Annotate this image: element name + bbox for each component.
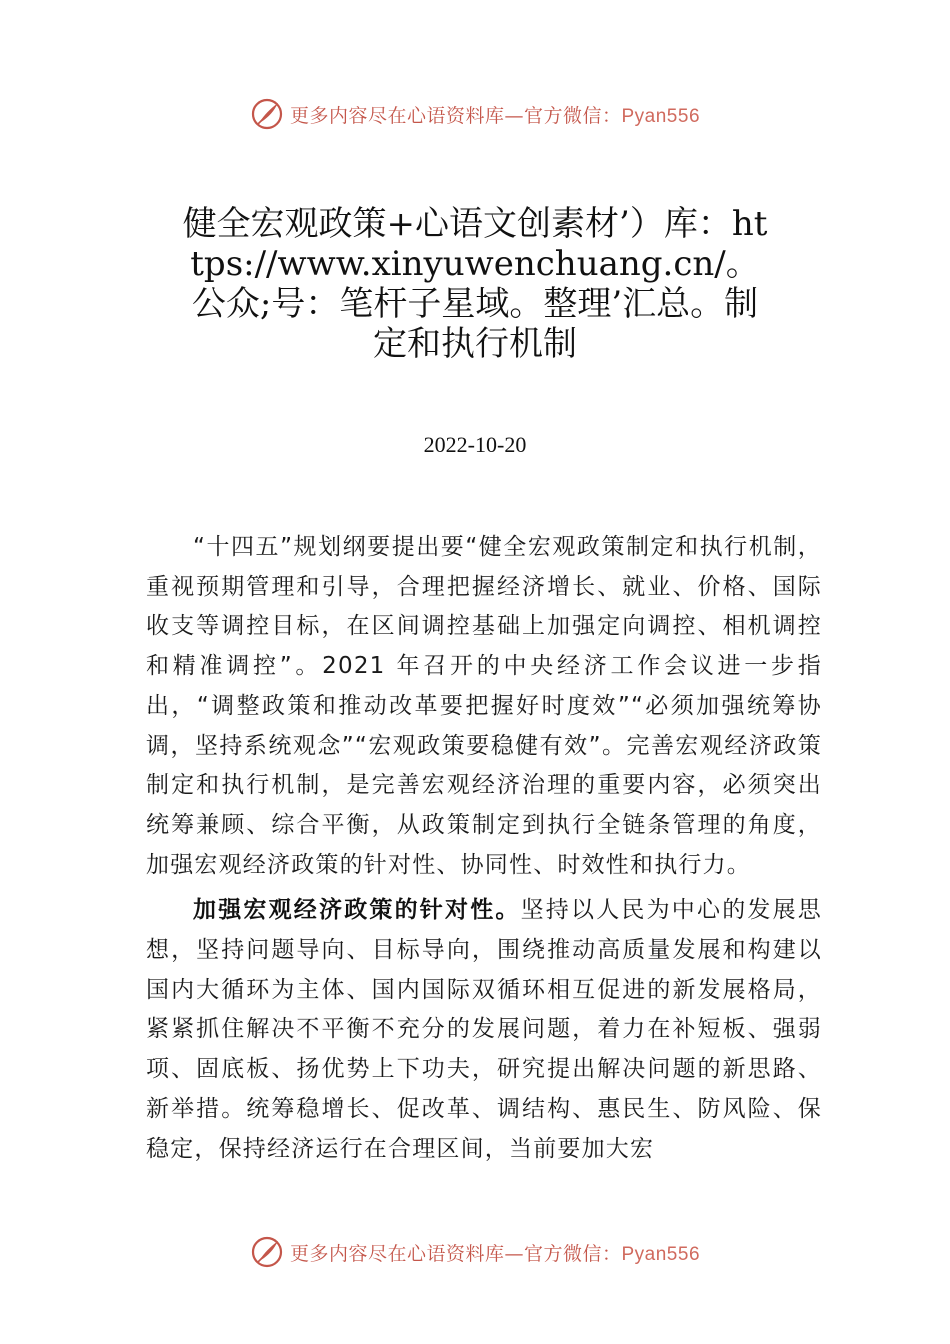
header-banner (0, 94, 950, 134)
document-date: 2022-10-20 (423, 432, 527, 457)
paragraph-2-body: 坚持以人民为中心的发展思想，坚持问题导向、目标导向，围绕推动高质量发展和构建以国内大循环为主体、国内国际双循环相互促进的新发展格局，紧紧抓住解决不平衡不充分的发展问题，着力在补短板、强弱项、固底板、扬优势上下功夫，研究提出解决问题的新思路、新举措。统筹稳增长、促改革、调结构、惠民生、防风险、保稳定，保持经济运行在合理区间，当前要加大宏 (146, 897, 822, 1162)
paragraph-2 (146, 891, 822, 1169)
wechat-id: Pyan556 (621, 1243, 701, 1265)
paragraph-2-lead: 加强宏观经济政策的针对性。 (193, 897, 521, 924)
document-title: 健全宏观政策+心语文创素材’）库：https://www.xinyuwenchuang.cn/。公众;号：笔杆子星域。整理’汇总。制定和执行机制 (182, 204, 768, 364)
paragraph-1: “十四五”规划纲要提出要“健全宏观政策制定和执行机制，重视预期管理和引导，合理把握经济增长、就业、价格、国际收支等调控目标，在区间调控基础上加强定向调控、相机调控和精准调控”。2021 年召开的中央经济工作会议进一步指出，“调整政策和推动改革要把握好时度效”“必须加强统筹协调，坚持系统观念”“宏观政策要稳健有效”。完善宏观经济政策制定和执行机制，是完善宏观经济治理的重要内容，必须突出统筹兼顾、综合平衡，从政策制定到执行全链条管理的角度，加强宏观经济政策的针对性、协同性、时效性和执行力。 (146, 534, 822, 878)
feather-pen-logo-icon (250, 1235, 284, 1269)
banner-text: 更多内容尽在心语资料库—官方微信：Pyan556 (289, 1242, 701, 1265)
feather-pen-logo-icon (250, 97, 284, 131)
document-body (146, 528, 822, 1169)
footer-banner (0, 1232, 950, 1272)
wechat-id: Pyan556 (621, 105, 701, 127)
banner-text: 更多内容尽在心语资料库—官方微信：Pyan556 (289, 104, 701, 127)
